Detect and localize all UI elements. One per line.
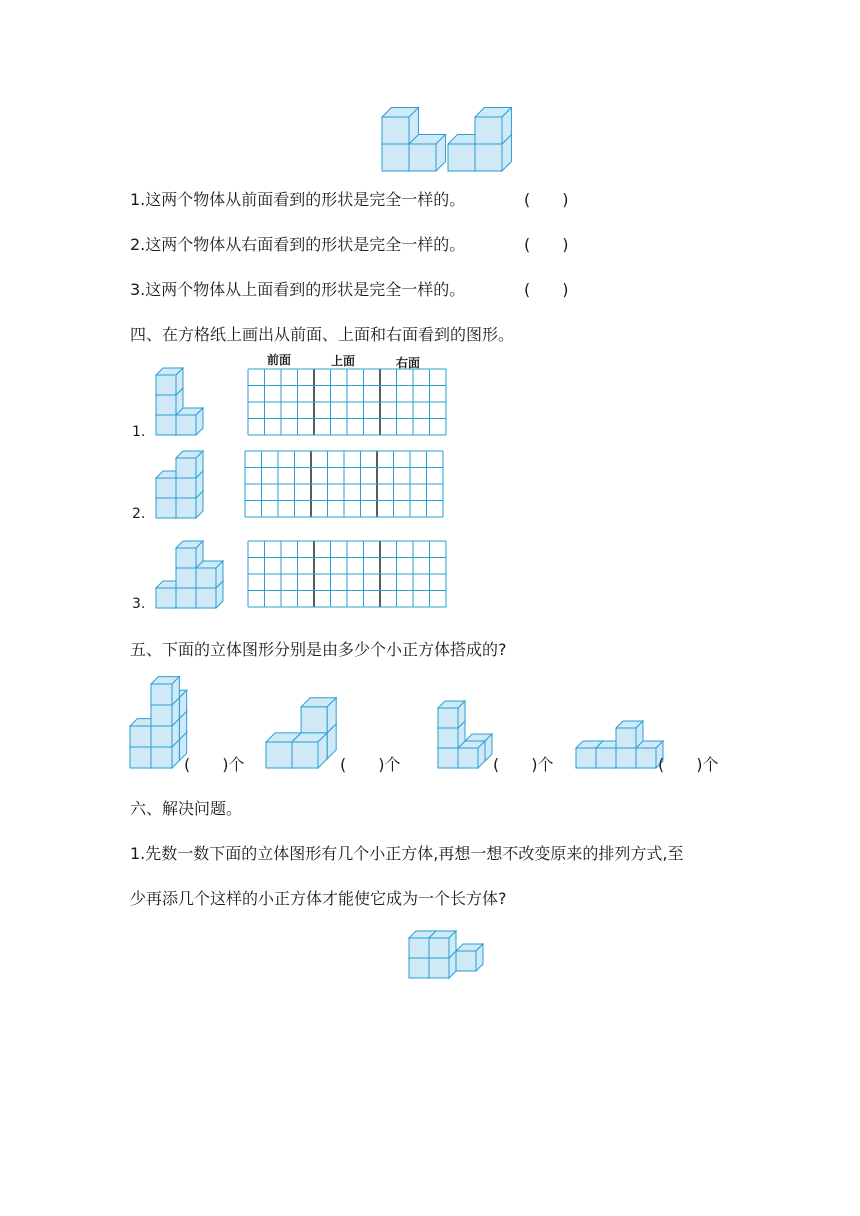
cube — [176, 451, 203, 478]
tf-item-1-blank[interactable]: ( ) — [524, 190, 569, 209]
s5-cube-figure-3 — [436, 696, 498, 770]
tf-item-1-num: 1. — [130, 190, 146, 209]
cube — [292, 733, 327, 768]
top-cube-figure — [370, 100, 520, 175]
tf-item-2-text: 这两个物体从右面看到的形状是完全一样的。 — [145, 235, 466, 254]
s5-cube-figure-2 — [264, 690, 346, 770]
s5-answer-3[interactable]: ( )个 — [493, 755, 554, 774]
cube — [176, 541, 203, 568]
tf-item-1 — [130, 187, 465, 210]
section6-heading: 六、解决问题。 — [130, 799, 243, 818]
grid-label-right: 右面 — [396, 356, 421, 370]
section6-q1-line2: 少再添几个这样的小正方体才能使它成为一个长方体? — [130, 889, 507, 908]
s4-item-1-num: 1. — [132, 424, 146, 440]
grid-label-front: 前面 — [267, 353, 292, 367]
grid-label-top: 上面 — [331, 354, 356, 368]
s5-answer-4[interactable]: ( )个 — [658, 755, 719, 774]
s5-answer-1[interactable]: ( )个 — [184, 755, 245, 774]
tf-item-3 — [130, 277, 465, 300]
cube — [456, 944, 483, 971]
tf-item-3-blank[interactable]: ( ) — [524, 280, 569, 299]
cube — [429, 931, 456, 958]
cube — [616, 721, 643, 748]
s4-cube-figure-2 — [150, 447, 210, 522]
cube — [156, 368, 183, 395]
drawing-grid-3[interactable] — [248, 541, 446, 609]
s5-answer-2[interactable]: ( )个 — [340, 755, 401, 774]
section6-q1-line1: 1.先数一数下面的立体图形有几个小正方体,再想一想不改变原来的排列方式,至 — [130, 844, 684, 863]
s4-item-2-num: 2. — [132, 506, 146, 522]
section5-heading: 五、下面的立体图形分别是由多少个小正方体搭成的? — [130, 640, 507, 659]
cube — [458, 741, 485, 768]
tf-item-3-text: 这两个物体从上面看到的形状是完全一样的。 — [145, 280, 466, 299]
section4-heading: 四、在方格纸上画出从前面、上面和右面看到的图形。 — [130, 325, 515, 344]
cube — [176, 408, 203, 435]
drawing-grid-1[interactable] — [248, 369, 446, 437]
s4-item-3-num: 3. — [132, 596, 146, 612]
tf-item-2-num: 2. — [130, 235, 146, 254]
s6-cube-figure — [406, 918, 488, 980]
cube — [475, 108, 511, 144]
drawing-grid-2[interactable] — [245, 451, 443, 519]
cube — [382, 108, 418, 144]
s4-cube-figure-1 — [150, 365, 210, 440]
cube — [438, 701, 465, 728]
s4-cube-figure-3 — [150, 537, 230, 612]
tf-item-2-blank[interactable]: ( ) — [524, 235, 569, 254]
s5-cube-figure-4 — [574, 708, 664, 770]
tf-item-1-text: 这两个物体从前面看到的形状是完全一样的。 — [145, 190, 466, 209]
tf-item-2 — [130, 232, 465, 255]
tf-item-3-num: 3. — [130, 280, 146, 299]
cube — [301, 698, 336, 733]
cube — [151, 677, 179, 705]
cube — [196, 561, 223, 588]
cube — [409, 135, 445, 171]
